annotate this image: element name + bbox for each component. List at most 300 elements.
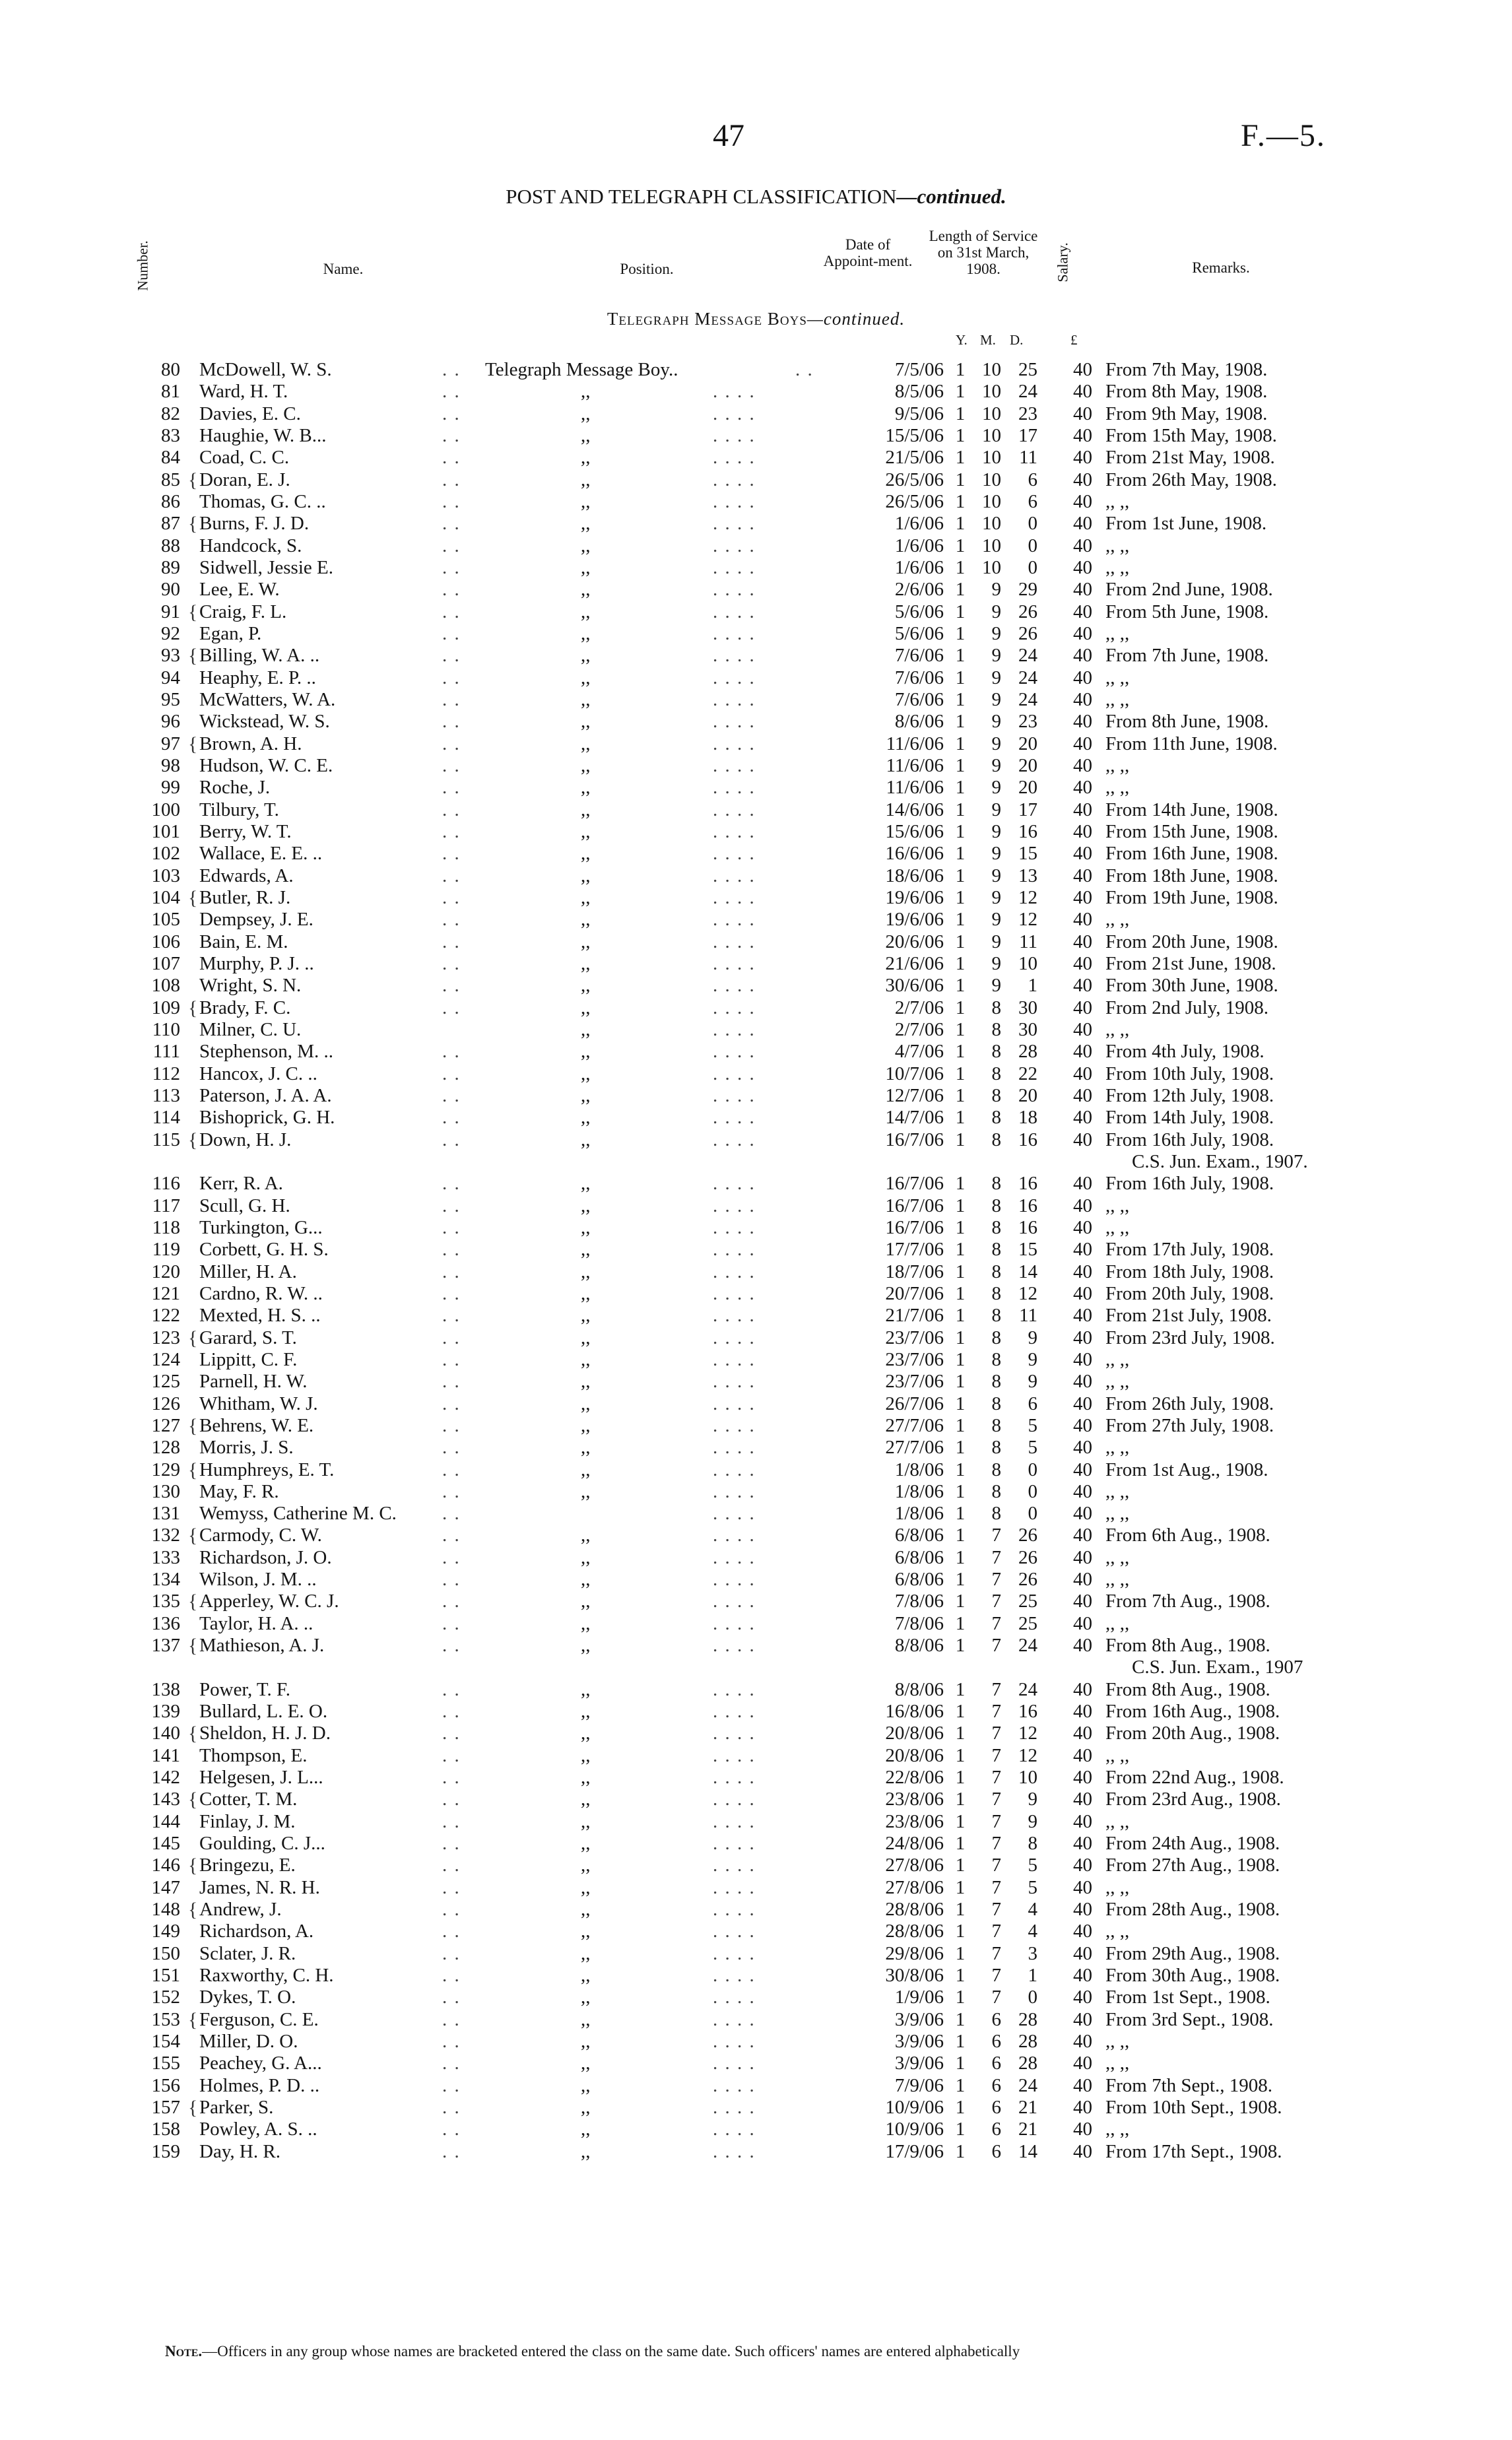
dot-leader: . . . . (713, 1480, 756, 1502)
row-months: 8 (991, 1041, 1001, 1063)
row-salary: 40 (1073, 1348, 1092, 1370)
row-remarks: From 5th June, 1908. (1105, 601, 1269, 622)
table-row (0, 667, 1512, 689)
row-name: Kerr, R. A. (199, 1173, 283, 1195)
row-salary: 40 (1073, 622, 1092, 644)
row-days: 12 (1018, 909, 1037, 931)
dot-leader: . . (442, 1041, 461, 1063)
row-date: 6/8/06 (894, 1546, 944, 1568)
row-date: 19/6/06 (885, 909, 944, 931)
row-days: 20 (1018, 733, 1037, 754)
dot-leader: . . . . (713, 2053, 756, 2074)
row-number: 131 (151, 1503, 180, 1525)
row-date: 12/7/06 (885, 1084, 944, 1106)
row-name: Sidwell, Jessie E. (199, 556, 333, 578)
dot-leader: . . (442, 777, 461, 799)
row-months: 7 (991, 1612, 1001, 1634)
table-row (0, 1701, 1512, 1723)
dot-leader: . . . . (713, 754, 756, 776)
row-months: 9 (991, 622, 1001, 644)
dot-leader: . . . . (713, 601, 756, 622)
row-days: 28 (1018, 2031, 1037, 2053)
table-row (0, 1393, 1512, 1415)
row-remarks: From 21st July, 1908. (1105, 1305, 1272, 1327)
row-months: 7 (991, 1525, 1001, 1546)
row-months: 9 (991, 733, 1001, 754)
row-position: ,, (581, 886, 591, 908)
table-row (0, 821, 1512, 843)
row-days: 4 (1028, 1921, 1037, 1942)
row-date: 16/6/06 (885, 843, 944, 865)
row-date: 23/8/06 (885, 1810, 944, 1832)
row-days: 25 (1018, 359, 1037, 380)
row-months: 8 (991, 1437, 1001, 1459)
dot-leader: . . . . (713, 931, 756, 952)
row-position: ,, (581, 2140, 591, 2162)
row-position: ,, (581, 579, 591, 601)
row-days: 17 (1018, 424, 1037, 446)
row-position: ,, (581, 1612, 591, 1634)
page-title (0, 185, 1512, 209)
table-row (0, 535, 1512, 557)
dot-leader: . . . . (713, 513, 756, 535)
dot-leader: . . (442, 1414, 461, 1436)
row-months: 9 (991, 886, 1001, 908)
row-years: 1 (955, 2008, 966, 2030)
row-salary: 40 (1073, 579, 1092, 601)
row-name: Finlay, J. M. (199, 1810, 296, 1832)
table-row (0, 2097, 1512, 2119)
dot-leader: . . . . (713, 2031, 756, 2053)
dot-leader: . . (442, 1305, 461, 1327)
row-position: ,, (581, 1173, 591, 1195)
row-days: 9 (1028, 1327, 1037, 1348)
row-position: ,, (581, 688, 591, 710)
row-remarks: ,, ,, (1105, 1348, 1130, 1370)
row-months: 7 (991, 1569, 1001, 1591)
row-years: 1 (955, 909, 966, 931)
dot-leader: . . (442, 2097, 461, 2119)
row-months: 7 (991, 1855, 1001, 1876)
row-number: 113 (152, 1084, 180, 1106)
row-position: ,, (581, 799, 591, 820)
row-name: Berry, W. T. (199, 820, 292, 842)
row-name: Hudson, W. C. E. (199, 754, 333, 776)
dot-leader: . . . . (713, 1239, 756, 1261)
row-years: 1 (955, 799, 966, 820)
row-name: Scull, G. H. (199, 1195, 290, 1216)
row-months: 9 (991, 952, 1001, 974)
row-date: 10/7/06 (885, 1063, 944, 1084)
unit-days: D. (1010, 332, 1024, 348)
row-number: 130 (151, 1480, 180, 1502)
table-row (0, 1811, 1512, 1833)
row-position: ,, (581, 1678, 591, 1700)
table-row (0, 2119, 1512, 2140)
dot-leader: . . (442, 2053, 461, 2074)
row-months: 10 (982, 359, 1001, 380)
row-date: 24/8/06 (885, 1833, 944, 1855)
row-date: 21/6/06 (885, 952, 944, 974)
row-months: 8 (991, 1084, 1001, 1106)
row-salary: 40 (1073, 1612, 1092, 1634)
row-position: ,, (581, 1305, 591, 1327)
row-days: 0 (1028, 513, 1037, 535)
dot-leader: . . . . (713, 1305, 756, 1327)
dot-leader: . . . . (713, 667, 756, 688)
row-days: 6 (1028, 490, 1037, 512)
row-bracket: { (188, 2008, 198, 2031)
row-days: 24 (1018, 688, 1037, 710)
row-date: 26/5/06 (885, 490, 944, 512)
row-salary: 40 (1073, 1855, 1092, 1876)
row-years: 1 (955, 601, 966, 622)
row-remarks: ,, ,, (1105, 688, 1130, 710)
row-position: ,, (581, 1899, 591, 1921)
row-name: Mathieson, A. J. (199, 1635, 325, 1657)
row-name: Billing, W. A. .. (199, 645, 320, 667)
unit-years: Y. (956, 332, 968, 348)
row-name: Miller, H. A. (199, 1261, 297, 1282)
row-position: ,, (581, 1348, 591, 1370)
row-number: 88 (161, 535, 180, 556)
row-salary: 40 (1073, 1678, 1092, 1700)
row-days: 26 (1018, 601, 1037, 622)
row-years: 1 (955, 1414, 966, 1436)
row-days: 24 (1018, 645, 1037, 667)
row-salary: 40 (1073, 1701, 1092, 1723)
row-months: 9 (991, 579, 1001, 601)
row-name: Richardson, A. (199, 1921, 314, 1942)
table-row (0, 579, 1512, 601)
row-months: 7 (991, 1833, 1001, 1855)
dot-leader: . . . . (713, 1723, 756, 1744)
dot-leader: . . . . (713, 1414, 756, 1436)
row-number: 133 (151, 1546, 180, 1568)
row-name: May, F. R. (199, 1480, 279, 1502)
row-years: 1 (955, 843, 966, 865)
row-date: 11/6/06 (886, 733, 944, 754)
row-remarks: From 16th Aug., 1908. (1105, 1701, 1280, 1723)
table-row (0, 513, 1512, 535)
dot-leader: . . (442, 1723, 461, 1744)
dot-leader: . . . . (713, 645, 756, 667)
row-remarks: From 14th July, 1908. (1105, 1107, 1274, 1129)
row-days: 16 (1018, 1216, 1037, 1238)
dot-leader: . . . . (713, 2008, 756, 2030)
row-position: ,, (581, 1921, 591, 1942)
row-position: ,, (581, 1195, 591, 1216)
row-number: 117 (152, 1195, 180, 1216)
row-number: 123 (151, 1327, 180, 1348)
row-salary: 40 (1073, 1173, 1092, 1195)
row-months: 6 (991, 2053, 1001, 2074)
row-years: 1 (955, 1173, 966, 1195)
row-years: 1 (955, 1612, 966, 1634)
dot-leader: . . (442, 1612, 461, 1634)
row-name: Roche, J. (199, 777, 271, 799)
row-salary: 40 (1073, 2008, 1092, 2030)
row-number: 145 (151, 1833, 180, 1855)
row-remarks: ,, ,, (1105, 1371, 1130, 1393)
row-salary: 40 (1073, 711, 1092, 733)
dot-leader: . . (442, 1107, 461, 1129)
row-date: 11/6/06 (886, 754, 944, 776)
row-months: 8 (991, 1261, 1001, 1282)
row-years: 1 (955, 1239, 966, 1261)
row-name: Murphy, P. J. .. (199, 952, 314, 974)
dot-leader: . . (442, 1282, 461, 1304)
row-years: 1 (955, 1480, 966, 1502)
dot-leader: . . (442, 1767, 461, 1789)
row-name: Sheldon, H. J. D. (199, 1723, 331, 1744)
row-salary: 40 (1073, 1635, 1092, 1657)
table-row (0, 1877, 1512, 1899)
row-months: 8 (991, 1327, 1001, 1348)
row-number: 108 (151, 975, 180, 997)
row-number: 156 (151, 2074, 180, 2096)
row-years: 1 (955, 1833, 966, 1855)
row-date: 23/7/06 (885, 1348, 944, 1370)
row-salary: 40 (1073, 645, 1092, 667)
row-number: 144 (151, 1810, 180, 1832)
row-position: ,, (581, 1018, 591, 1040)
row-date: 8/8/06 (894, 1635, 944, 1657)
dot-leader: . . (442, 931, 461, 952)
row-name: Haughie, W. B... (199, 424, 327, 446)
row-name: Coad, C. C. (199, 447, 290, 469)
dot-leader: . . (442, 1899, 461, 1921)
row-years: 1 (955, 579, 966, 601)
row-remarks: ,, ,, (1105, 1876, 1130, 1898)
row-number: 158 (151, 2119, 180, 2140)
row-number: 85 (161, 469, 180, 490)
row-days: 21 (1018, 2097, 1037, 2119)
table-row (0, 1525, 1512, 1546)
dot-leader: . . (442, 469, 461, 490)
row-days: 20 (1018, 754, 1037, 776)
table-row (0, 359, 1512, 381)
row-remarks: ,, ,, (1105, 1480, 1130, 1502)
row-months: 8 (991, 1282, 1001, 1304)
dot-leader: . . . . (713, 1810, 756, 1832)
row-days: 9 (1028, 1348, 1037, 1370)
row-days: 26 (1018, 1546, 1037, 1568)
row-date: 27/7/06 (885, 1414, 944, 1436)
row-salary: 40 (1073, 2074, 1092, 2096)
table-row (0, 2075, 1512, 2097)
row-date: 10/9/06 (885, 2119, 944, 2140)
row-number: 97 (161, 733, 180, 754)
row-remarks: From 16th June, 1908. (1105, 843, 1278, 865)
row-salary: 40 (1073, 1063, 1092, 1084)
row-remarks: ,, ,, (1105, 667, 1130, 688)
dot-leader: . . . . (713, 1018, 756, 1040)
row-name: Sclater, J. R. (199, 1942, 296, 1964)
row-name: Wickstead, W. S. (199, 711, 330, 733)
row-name: Carmody, C. W. (199, 1525, 322, 1546)
row-years: 1 (955, 1942, 966, 1964)
table-row (0, 997, 1512, 1019)
dot-leader: . . . . (713, 1767, 756, 1789)
dot-leader: . . (442, 997, 461, 1018)
dot-leader: . . (442, 1348, 461, 1370)
row-position: ,, (581, 1635, 591, 1657)
row-days: 30 (1018, 1018, 1037, 1040)
row-salary: 40 (1073, 1723, 1092, 1744)
row-date: 3/9/06 (894, 2031, 944, 2053)
dot-leader: . . (442, 1393, 461, 1414)
row-years: 1 (955, 403, 966, 424)
row-years: 1 (955, 1987, 966, 2008)
row-salary: 40 (1073, 1899, 1092, 1921)
table-row (0, 1019, 1512, 1041)
row-date: 8/5/06 (894, 381, 944, 403)
row-years: 1 (955, 1546, 966, 1568)
row-date: 23/7/06 (885, 1327, 944, 1348)
row-days: 16 (1018, 1173, 1037, 1195)
table-row (0, 381, 1512, 403)
row-number: 138 (151, 1678, 180, 1700)
row-remarks: From 8th May, 1908. (1105, 381, 1268, 403)
row-salary: 40 (1073, 1216, 1092, 1238)
row-name: Wilson, J. M. .. (199, 1569, 317, 1591)
row-days: 13 (1018, 865, 1037, 886)
row-number: 142 (151, 1767, 180, 1789)
row-number: 128 (151, 1437, 180, 1459)
row-years: 1 (955, 952, 966, 974)
row-number: 129 (151, 1459, 180, 1480)
row-remarks: ,, ,, (1105, 1921, 1130, 1942)
row-months: 9 (991, 667, 1001, 688)
table-row (0, 601, 1512, 623)
dot-leader: . . . . (713, 1942, 756, 1964)
dot-leader: . . (442, 1459, 461, 1480)
row-days: 0 (1028, 1480, 1037, 1502)
row-number: 135 (151, 1591, 180, 1612)
dot-leader: . . . . (713, 799, 756, 820)
row-salary: 40 (1073, 2053, 1092, 2074)
row-salary: 40 (1073, 2097, 1092, 2119)
table-row (0, 865, 1512, 887)
row-days: 10 (1018, 1767, 1037, 1789)
row-days: 6 (1028, 469, 1037, 490)
row-months: 10 (982, 447, 1001, 469)
dot-leader: . . (442, 1876, 461, 1898)
dot-leader: . . . . (713, 1348, 756, 1370)
row-position: ,, (581, 2074, 591, 2096)
row-months: 9 (991, 601, 1001, 622)
row-remarks: ,, ,, (1105, 556, 1130, 578)
row-number: 102 (151, 843, 180, 865)
row-number: 111 (152, 1041, 180, 1063)
row-salary: 40 (1073, 447, 1092, 469)
dot-leader: . . . . (713, 447, 756, 469)
row-years: 1 (955, 447, 966, 469)
row-number: 110 (152, 1018, 180, 1040)
row-salary: 40 (1073, 886, 1092, 908)
row-salary: 40 (1073, 997, 1092, 1018)
dot-leader: . . (442, 1701, 461, 1723)
row-salary: 40 (1073, 1569, 1092, 1591)
row-date: 8/8/06 (894, 1678, 944, 1700)
row-bracket: { (188, 2097, 198, 2119)
row-number: 121 (151, 1282, 180, 1304)
row-bracket: { (188, 1855, 198, 1877)
row-position: ,, (581, 1833, 591, 1855)
table-row (0, 1569, 1512, 1591)
row-remarks: ,, ,, (1105, 1195, 1130, 1216)
dot-leader: . . (442, 1921, 461, 1942)
row-years: 1 (955, 931, 966, 952)
table-row (0, 1899, 1512, 1921)
dot-leader: . . . . (713, 1635, 756, 1657)
row-date: 20/7/06 (885, 1282, 944, 1304)
row-date: 26/7/06 (885, 1393, 944, 1414)
row-name: Cardno, R. W. .. (199, 1282, 323, 1304)
row-remarks: From 8th Aug., 1908. (1105, 1635, 1270, 1657)
row-number: 143 (151, 1789, 180, 1810)
row-date: 2/7/06 (894, 1018, 944, 1040)
row-position: ,, (581, 1282, 591, 1304)
row-years: 1 (955, 513, 966, 535)
row-salary: 40 (1073, 688, 1092, 710)
row-months: 7 (991, 1899, 1001, 1921)
dot-leader: . . (442, 579, 461, 601)
table-row (0, 1305, 1512, 1327)
row-months: 8 (991, 1018, 1001, 1040)
row-remarks: ,, ,, (1105, 1018, 1130, 1040)
row-number: 119 (152, 1239, 180, 1261)
row-date: 30/8/06 (885, 1965, 944, 1987)
row-number: 120 (151, 1261, 180, 1282)
row-date: 26/5/06 (885, 469, 944, 490)
row-position: ,, (581, 2119, 591, 2140)
row-months: 8 (991, 1503, 1001, 1525)
dot-leader: . . . . (713, 1744, 756, 1766)
row-months: 9 (991, 688, 1001, 710)
row-years: 1 (955, 1437, 966, 1459)
row-days: 15 (1018, 843, 1037, 865)
row-days: 16 (1018, 1195, 1037, 1216)
row-name: Paterson, J. A. A. (199, 1084, 332, 1106)
footnote (165, 2343, 1020, 2360)
dot-leader: . . . . (713, 1503, 756, 1525)
dot-leader: . . . . (713, 2140, 756, 2162)
row-position: ,, (581, 1437, 591, 1459)
row-date: 6/8/06 (894, 1525, 944, 1546)
row-date: 20/8/06 (885, 1744, 944, 1766)
row-date: 1/8/06 (894, 1459, 944, 1480)
unit-pound: £ (1070, 332, 1078, 348)
dot-leader: . . . . (713, 820, 756, 842)
row-days: 1 (1028, 1965, 1037, 1987)
row-position: ,, (581, 535, 591, 556)
row-number: 136 (151, 1612, 180, 1634)
row-days: 16 (1018, 820, 1037, 842)
table-row (0, 1635, 1512, 1678)
row-days: 3 (1028, 1942, 1037, 1964)
row-days: 23 (1018, 711, 1037, 733)
table-row (0, 1283, 1512, 1305)
title-main: POST AND TELEGRAPH CLASSIFICATION (506, 185, 897, 208)
row-date: 1/9/06 (894, 1987, 944, 2008)
row-salary: 40 (1073, 1018, 1092, 1040)
row-months: 7 (991, 1678, 1001, 1700)
row-bracket: { (188, 997, 198, 1019)
row-remarks: ,, ,, (1105, 535, 1130, 556)
row-remarks: From 17th Sept., 1908. (1105, 2140, 1282, 2162)
